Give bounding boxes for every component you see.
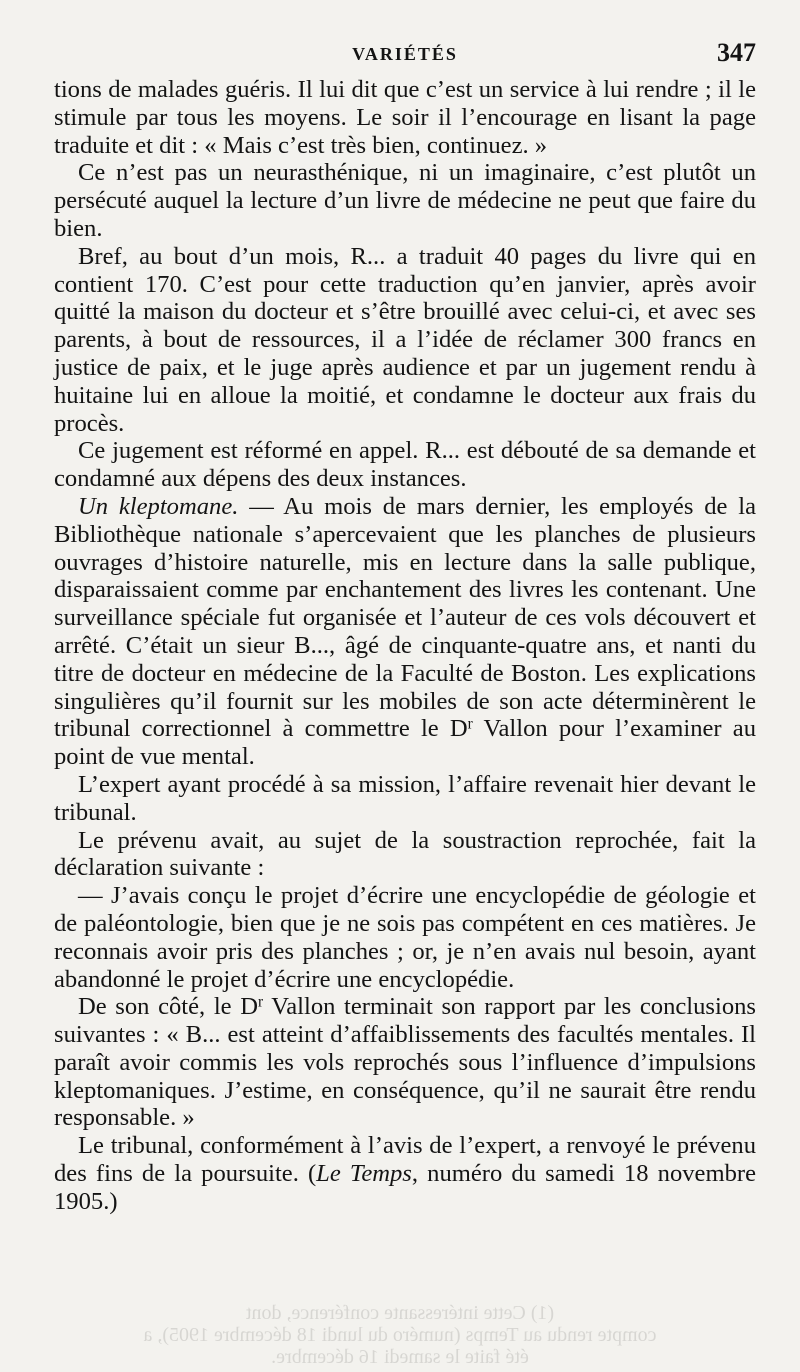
page-number: 347 — [717, 38, 756, 67]
paragraph-jugement: Ce jugement est réformé en appel. R... est débouté de sa demande et condamné aux dépens des deux instances. — [54, 437, 756, 493]
paragraph-declaration: — J’avais conçu le projet d’écrire une encyclopédie de géologie et de paléontologie, bien que je ne sois pas compétent en ces matières. Je reconnais avoir pris des planches ; or, je n’en avais nul besoin, ayant abandonné le projet d’écrire une encyclopédie. — [54, 882, 756, 993]
bleed-line: compte rendu au Temps (numéro du lundi 18 décembre 1905), a — [143, 1324, 657, 1346]
tribunal-text: Le tribunal, conformément à l’avis de l’expert, a renvoyé le prévenu des fins de la poursuite. ( — [54, 1132, 756, 1188]
paragraph-prevenu: Le prévenu avait, au sujet de la soustraction reprochée, fait la déclaration suivante : — [54, 826, 756, 882]
paragraph-kleptomane — [54, 493, 756, 771]
paragraph-bref: Bref, au bout d’un mois, R... a traduit 40 pages du livre qui en contient 170. C’est pour cette traduction qu’en janvier, après avoir quitté la maison du docteur et s’être brouillé avec celui-ci, et avec ses parents, à bout de ressources, il a l’idée de réclamer 300 francs en justice de paix, et le juge après audience et par un jugement rendu à huitaine lui en alloue la moitié, et condamne le docteur aux frais du procès. — [54, 242, 756, 437]
paragraph-vallon — [54, 993, 756, 1132]
kleptomane-text-end: Vallon pour l’examiner au point de vue mental. — [54, 715, 756, 771]
source-end: , numéro du samedi 18 novembre 1905.) — [54, 1160, 756, 1215]
paragraph-expert: L’expert ayant procédé à sa mission, l’affaire revenait hier devant le tribunal. — [54, 770, 756, 826]
vallon-text: Vallon terminait son rapport par les conclusions suivantes : « B... est atteint d’affaiblissements des facultés mentales. Il paraît avoir commis les vols reprochés sous l’influence d’impulsions kleptomaniques. J’estime, en conséquence, qu’il ne saurait être rendu responsable. » — [54, 993, 756, 1132]
body-text — [54, 76, 756, 1216]
kleptomane-text: — Au mois de mars dernier, les employés de la Bibliothèque nationale s’apercevaient que les planches de plusieurs ouvrages d’histoire naturelle, mis en lecture dans la salle publique, disparaissaient comme par enchantement des livres les contenant. Une surveillance spéciale fut organisée et l’auteur de ces vols découvert et arrêté. C’était un sieur B..., âgé de cinquante-quatre ans, et nanti du titre de docteur en médecine de la Faculté de Boston. Les explications singulières qu’il fournit sur les mobiles de son acte déterminèrent le tribunal correctionnel à commettre le D — [54, 492, 757, 743]
section-title-kleptomane: Un kleptomane. — [78, 492, 239, 520]
page-header — [54, 38, 756, 72]
running-head: VARIÉTÉS — [352, 44, 458, 64]
bleed-line: (1) Cette intéressante conférence, dont — [245, 1302, 555, 1324]
paragraph-continuation: tions de malades guéris. Il lui dit que c’est un service à lui rendre ; il le stimule par tous les moyens. Le soir il l’encourage en lisant la page traduite et dit : « Mais c’est très bien, continuez. » — [54, 76, 756, 159]
paragraph-neurasthenique: Ce n’est pas un neurasthénique, ni un imaginaire, c’est plutôt un persécuté auquel la lecture d’un livre de médecine ne peut que faire du bien. — [54, 159, 756, 242]
source-title: Le Temps — [316, 1160, 412, 1188]
doctor-superscript: r — [257, 993, 264, 1011]
vallon-start: De son côté, le D — [78, 993, 258, 1021]
doctor-superscript: r — [467, 715, 473, 733]
bleed-through-text — [0, 1302, 800, 1372]
paragraph-tribunal — [54, 1132, 756, 1215]
bleed-line: été faite le samedi 16 décembre. — [271, 1346, 529, 1368]
